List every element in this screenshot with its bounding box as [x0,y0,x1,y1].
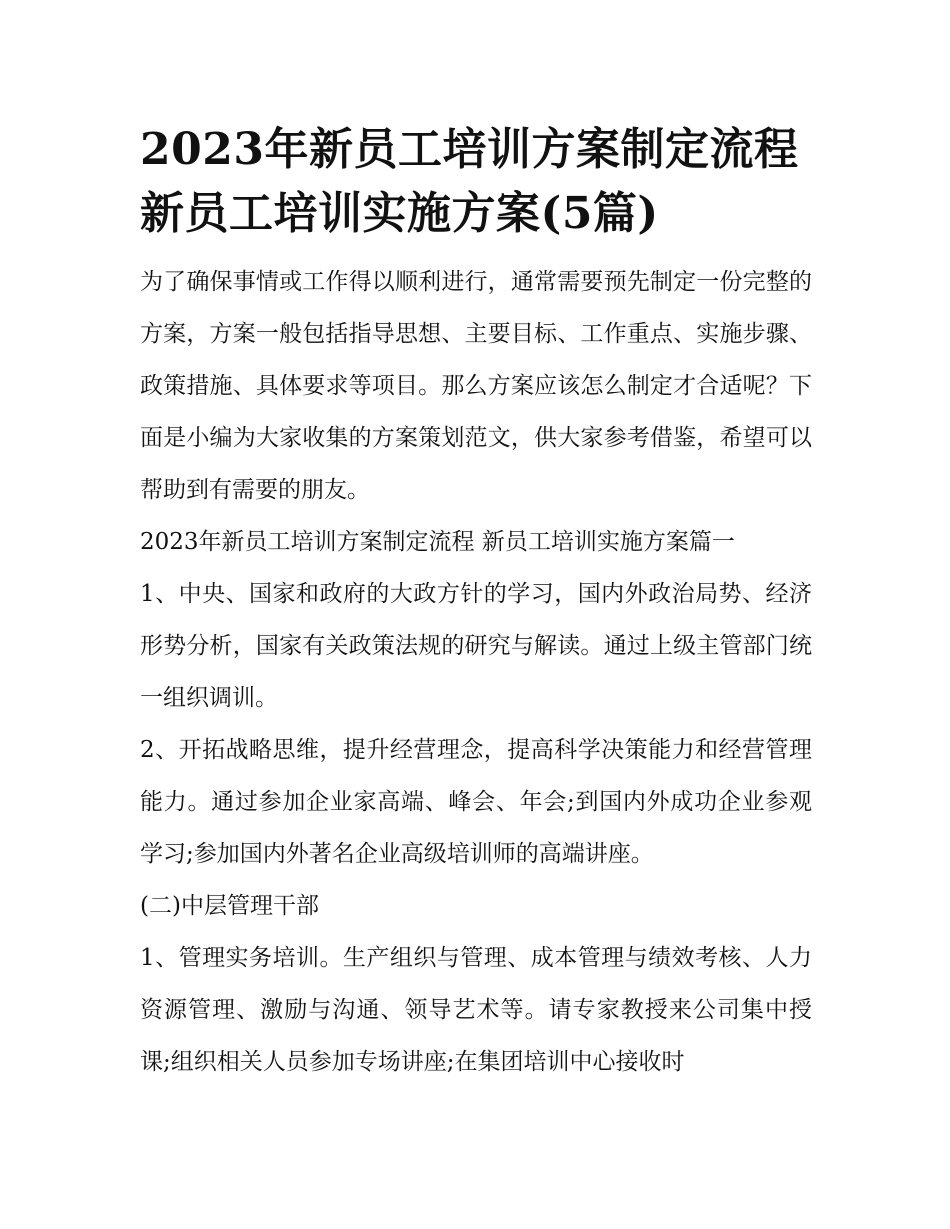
document-body [140,118,812,1088]
subsection-heading: (二)中层管理干部 [140,893,319,919]
body-paragraph: 1、管理实务培训。生产组织与管理、成本管理与绩效考核、人力资源管理、激励与沟通、领导艺术等。请专家教授来公司集中授课;组织相关人员参加专场讲座;在集团培训中心接收时 [140,945,812,1075]
intro-paragraph: 为了确保事情或工作得以顺利进行，通常需要预先制定一份完整的方案，方案一般包括指导思想、主要目标、工作重点、实施步骤、政策措施、具体要求等项目。那么方案应该怎么制定才合适呢？下面是小编为大家收集的方案策划范文，供大家参考借鉴，希望可以帮助到有需要的朋友。 [140,269,812,503]
document-title: 2023年新员工培训方案制定流程 新员工培训实施方案(5篇) [140,124,799,239]
section-heading-part-one: 2023年新员工培训方案制定流程 新员工培训实施方案篇一 [140,529,735,555]
body-paragraph: 1、中央、国家和政府的大政方针的学习，国内外政治局势、经济形势分析，国家有关政策法规的研究与解读。通过上级主管部门统一组织调训。 [140,581,812,711]
body-paragraph: 2、开拓战略思维，提升经营理念，提高科学决策能力和经营管理能力。通过参加企业家高端、峰会、年会;到国内外成功企业参观学习;参加国内外著名企业高级培训师的高端讲座。 [140,737,812,867]
